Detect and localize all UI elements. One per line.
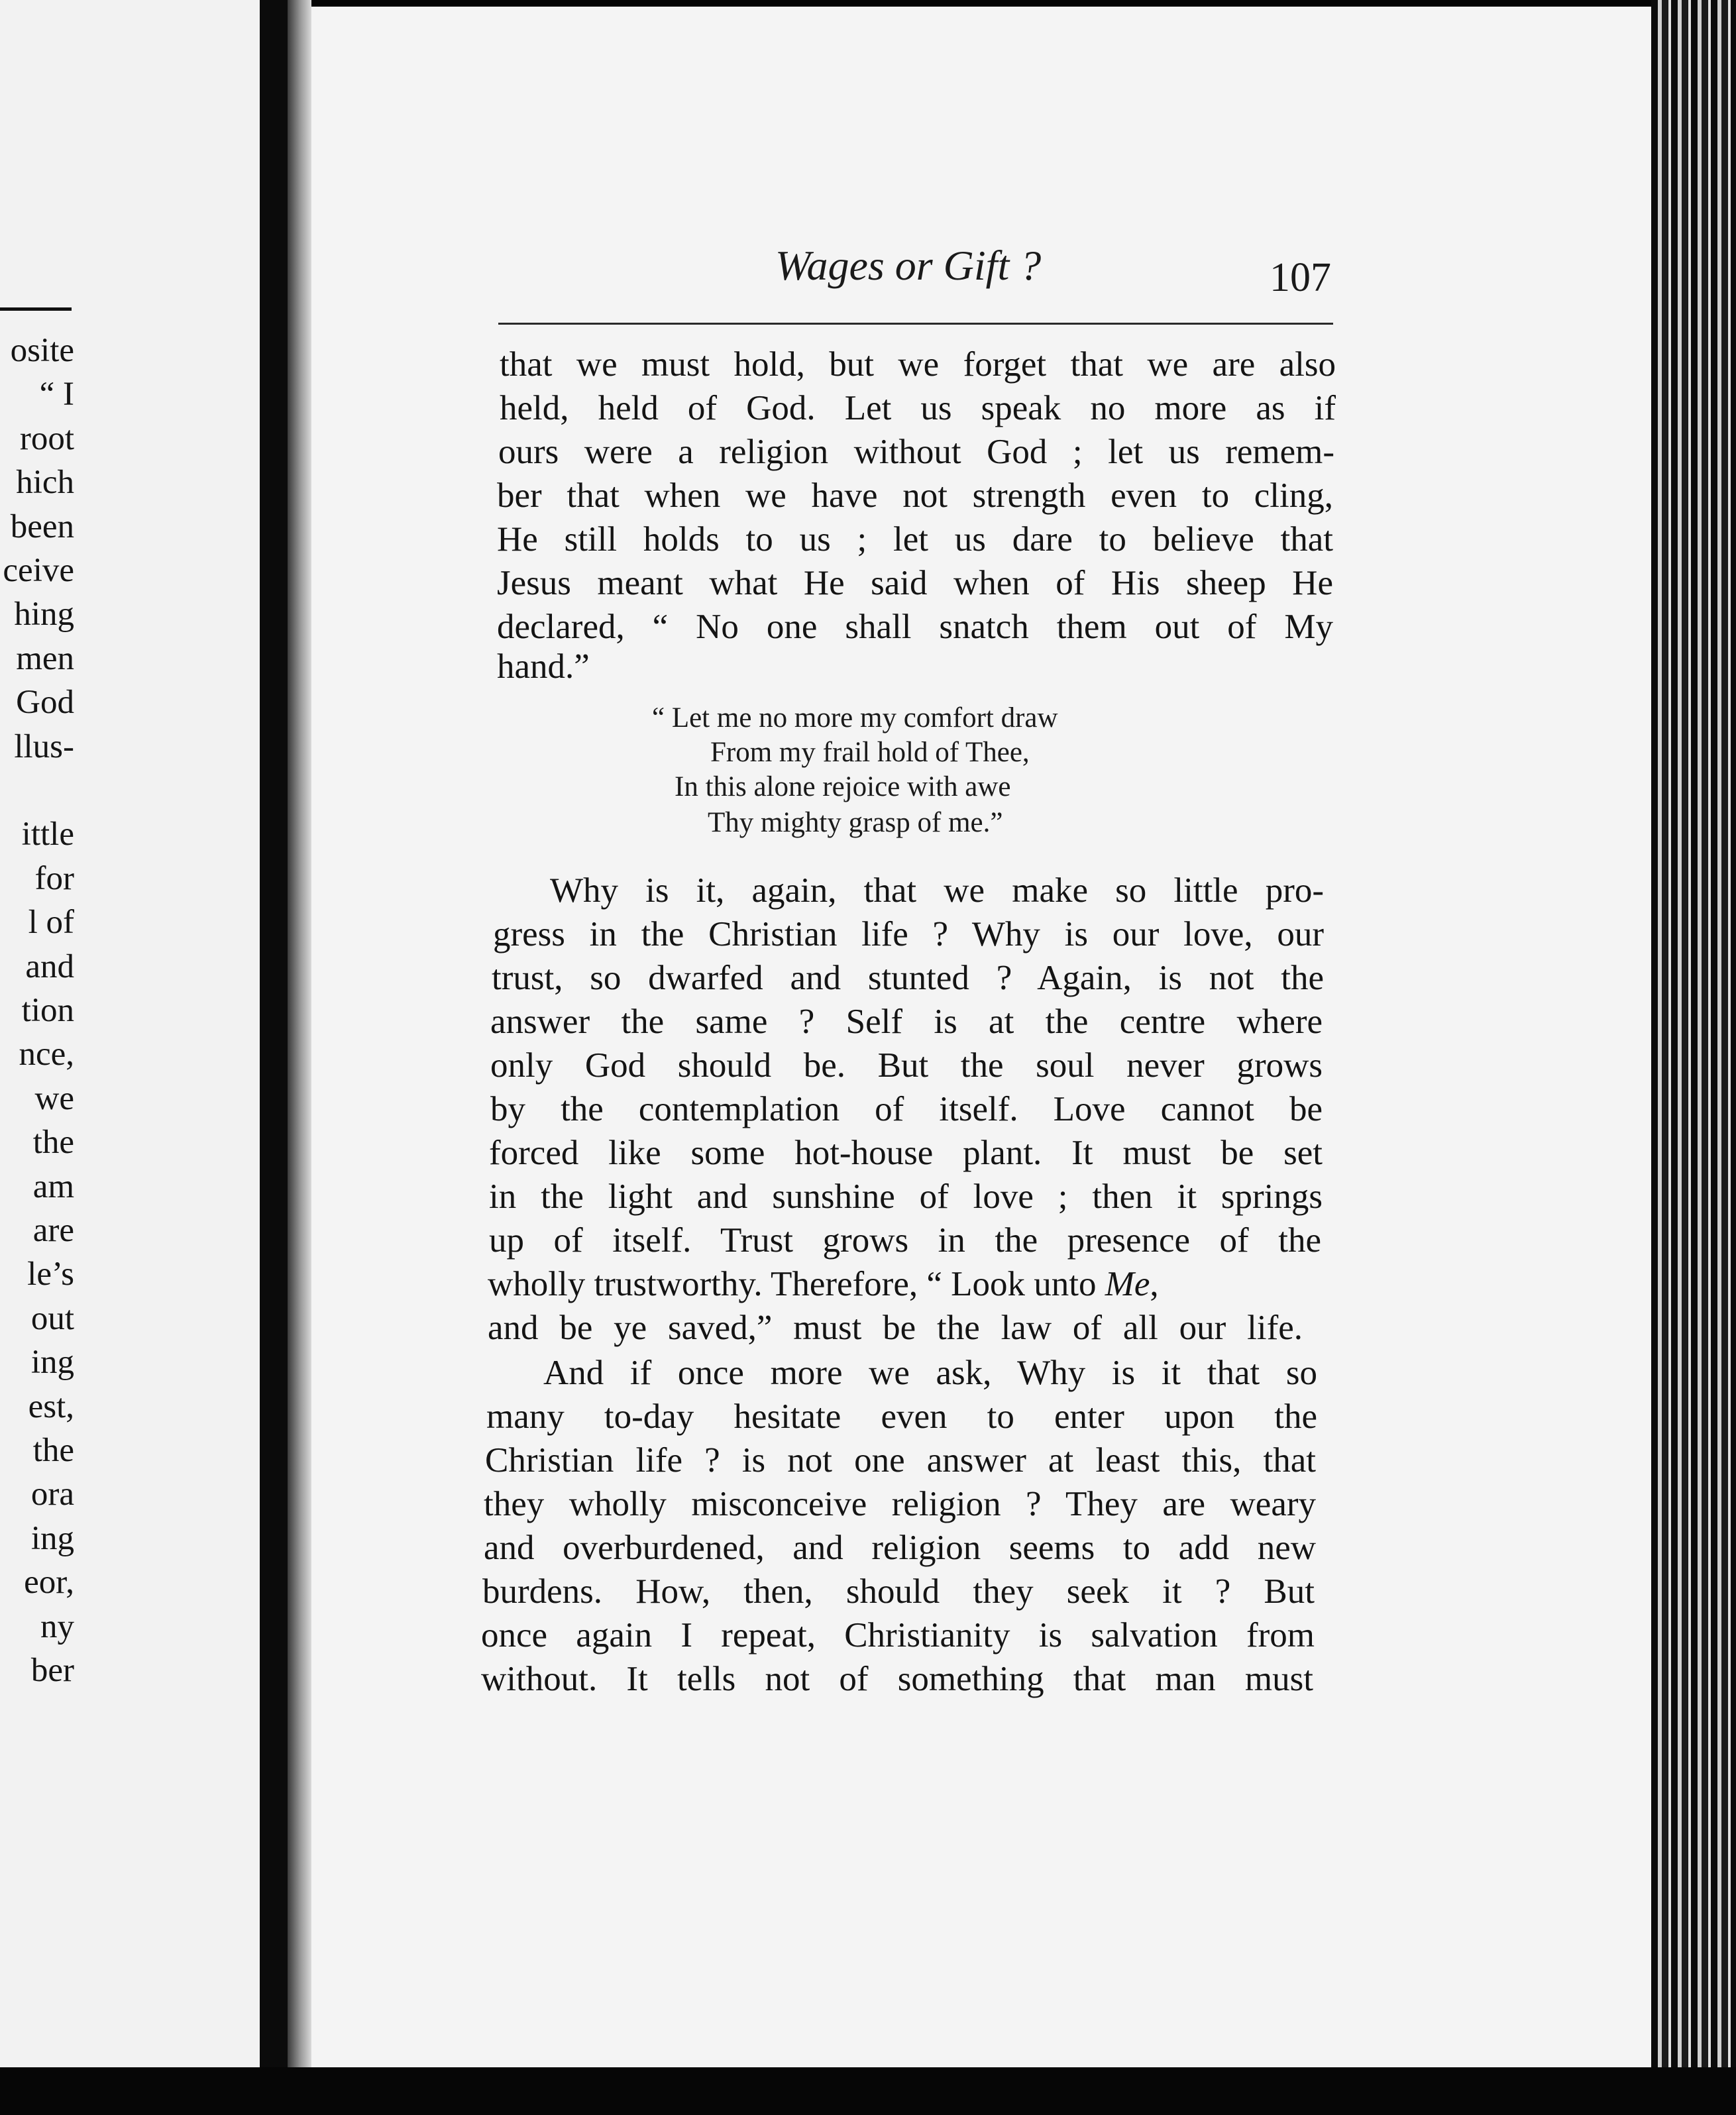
text-line: they wholly misconceive religion ? They are weary — [484, 1485, 1316, 1523]
text-line: burdens. How, then, should they seek it ? But — [482, 1572, 1315, 1611]
text-line: by the contemplation of itself. Love cannot be — [490, 1090, 1323, 1128]
header-rule — [498, 323, 1333, 325]
text-line: declared, “ No one shall snatch them out of My — [497, 608, 1333, 646]
left-page-line: hing — [14, 596, 74, 633]
text-line: and overburdened, and religion seems to add new — [484, 1529, 1316, 1567]
text-line: in the light and sunshine of love ; then it springs — [489, 1177, 1323, 1216]
text-line: trust, so dwarfed and stunted ? Again, is not the — [492, 959, 1324, 997]
text-line: He still holds to us ; let us dare to believe that — [497, 520, 1333, 559]
left-page-line: the — [32, 1432, 74, 1469]
text-line: without. It tells not of something that man must — [481, 1660, 1313, 1698]
left-page-line: ora — [30, 1476, 74, 1513]
left-page-line: been — [10, 508, 74, 545]
scan-bottom-border — [0, 2067, 1736, 2115]
left-page-line: est, — [28, 1388, 74, 1425]
left-page-line: ber — [30, 1652, 74, 1689]
verse-line: From my frail hold of Thee, — [710, 737, 1030, 768]
page-number: 107 — [1270, 255, 1331, 300]
text-line: many to-day hesitate even to enter upon the — [486, 1397, 1317, 1436]
left-page-line: the — [32, 1124, 74, 1161]
left-page-line: “ I — [39, 376, 74, 413]
text-line: ours were a religion without God ; let us remem- — [498, 433, 1334, 471]
left-page-line: ceive — [3, 552, 74, 589]
text-segment: , — [1150, 1265, 1159, 1303]
verse-line: In this alone rejoice with awe — [675, 771, 1011, 802]
left-page-line: osite — [10, 332, 74, 369]
page-edge-stack — [1651, 0, 1736, 2115]
left-page-line: hich — [16, 464, 74, 501]
verse-line: Thy mighty grasp of me.” — [708, 807, 1003, 838]
left-page-line: ittle — [21, 816, 74, 853]
left-page-line: we — [34, 1080, 74, 1117]
left-page-line: root — [19, 420, 74, 457]
book-gutter — [260, 0, 288, 2115]
left-page-line: eor, — [24, 1564, 74, 1601]
left-page-line: are — [32, 1212, 74, 1249]
text-segment: wholly trustworthy. Therefore, “ Look unto — [488, 1265, 1097, 1303]
left-page-line: llus- — [14, 728, 74, 765]
running-title: Wages or Gift ? — [775, 242, 1042, 289]
verse-line: “ Let me no more my comfort draw — [652, 702, 1058, 733]
left-page-line: ing — [30, 1520, 74, 1557]
left-page-line: and — [25, 948, 74, 985]
left-page-line: l of — [28, 904, 74, 941]
left-page-line: out — [30, 1300, 74, 1337]
left-page-line: tion — [21, 992, 74, 1029]
text-line: hand.” — [497, 647, 590, 686]
text-line: up of itself. Trust grows in the presence of the — [489, 1221, 1321, 1260]
text-line: and be ye saved,” must be the law of all our life. — [488, 1309, 1303, 1347]
text-line: only God should be. But the soul never grows — [490, 1046, 1323, 1085]
text-line: Why is it, again, that we make so little pro- — [550, 871, 1324, 910]
left-facing-page — [0, 0, 260, 2074]
left-page-line: for — [34, 860, 74, 897]
text-line: ber that when we have not strength even to cling, — [497, 476, 1333, 515]
left-page-line: ing — [30, 1344, 74, 1381]
left-page-line: men — [16, 640, 74, 677]
text-line: forced like some hot-house plant. It must be set — [489, 1134, 1323, 1172]
text-line: answer the same ? Self is at the centre where — [490, 1003, 1323, 1041]
gutter-shadow — [288, 0, 311, 2074]
left-page-line: ny — [40, 1608, 74, 1645]
text-line: Christian life ? is not one answer at least this, that — [485, 1441, 1316, 1480]
left-page-line: le’s — [27, 1256, 74, 1293]
text-line: And if once more we ask, Why is it that so — [543, 1354, 1317, 1392]
left-page-line: nce, — [19, 1036, 74, 1073]
left-page-header-rule — [0, 307, 72, 311]
italic-word: Me — [1105, 1265, 1150, 1303]
left-page-line: am — [32, 1168, 74, 1205]
text-line: gress in the Christian life ? Why is our love, our — [493, 915, 1324, 953]
text-line: held, held of God. Let us speak no more as if — [500, 389, 1336, 427]
left-page-line: God — [16, 684, 74, 721]
text-line — [488, 1267, 1321, 1302]
text-line: that we must hold, but we forget that we are also — [500, 345, 1336, 384]
text-line: Jesus meant what He said when of His sheep He — [497, 564, 1333, 602]
text-line: once again I repeat, Christianity is salvation from — [481, 1616, 1315, 1654]
